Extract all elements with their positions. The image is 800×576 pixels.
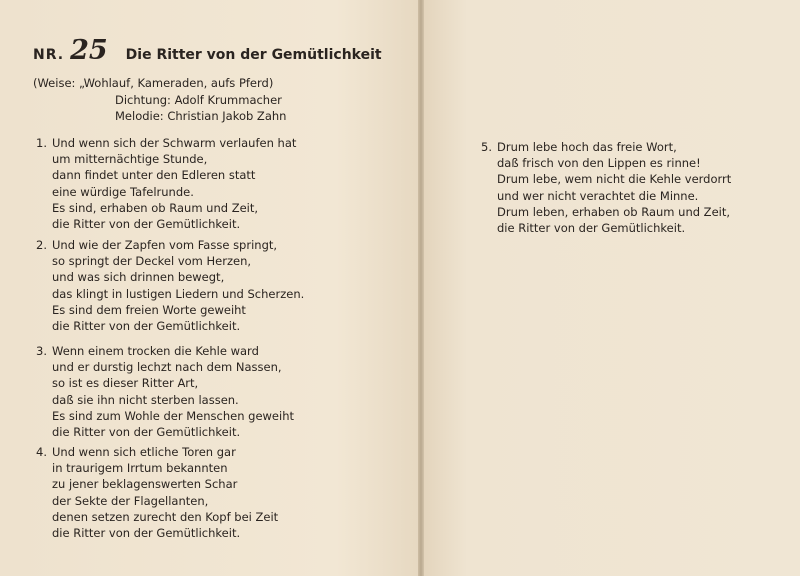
verse-line: dann findet unter den Edleren statt — [52, 168, 256, 183]
song-title: Die Ritter von der Gemütlichkeit — [125, 47, 382, 63]
verse-5 — [481, 139, 731, 236]
number-label: NR. — [33, 47, 65, 63]
verse-line: zu jener beklagenswerten Schar — [52, 477, 238, 492]
verse-line: Drum lebe hoch das freie Wort, — [497, 140, 677, 154]
melody-tune: (Weise: „Wohlauf, Kameraden, aufs Pferd) — [33, 76, 274, 90]
verse-line: Drum leben, erhaben ob Raum und Zeit, — [497, 204, 730, 219]
verse-number: 4. — [36, 445, 47, 459]
verse-line: um mitternächtige Stunde, — [52, 152, 208, 167]
verse-line: das klingt in lustigen Liedern und Scherzen. — [52, 286, 305, 301]
verse-line: die Ritter von der Gemütlichkeit. — [52, 425, 241, 440]
verse-line: in traurigem Irrtum bekannten — [52, 461, 228, 476]
verse-line: die Ritter von der Gemütlichkeit. — [52, 526, 241, 541]
verse-line: Und wie der Zapfen vom Fasse springt, — [52, 238, 278, 252]
verse-line: die Ritter von der Gemütlichkeit. — [52, 319, 241, 334]
verse-2 — [36, 237, 304, 334]
song-header — [33, 35, 382, 66]
lyrics-credit: Dichtung: Adolf Krummacher — [115, 92, 282, 107]
verse-4 — [36, 444, 278, 541]
verse-line: Wenn einem trocken die Kehle ward — [52, 344, 259, 358]
verse-number: 3. — [36, 344, 47, 358]
verse-line: Und wenn sich der Schwarm verlaufen hat — [52, 136, 297, 150]
song-credits — [33, 75, 286, 125]
verse-line: und was sich drinnen bewegt, — [52, 270, 225, 285]
verse-line: der Sekte der Flagellanten, — [52, 493, 209, 508]
verse-number: 1. — [36, 136, 47, 150]
verse-line: Es sind zum Wohle der Menschen geweiht — [52, 408, 294, 423]
verse-line: daß frisch von den Lippen es rinne! — [497, 156, 701, 171]
verse-line: daß sie ihn nicht sterben lassen. — [52, 392, 239, 407]
melody-credit: Melodie: Christian Jakob Zahn — [115, 109, 287, 123]
book-fold — [418, 0, 424, 576]
verse-line: und er durstig lechzt nach dem Nassen, — [52, 360, 282, 375]
verse-line: eine würdige Tafelrunde. — [52, 184, 194, 199]
verse-1 — [36, 135, 296, 232]
verse-line: Drum lebe, wem nicht die Kehle verdorrt — [497, 172, 732, 187]
verse-line: Und wenn sich etliche Toren gar — [52, 445, 236, 459]
verse-line: denen setzen zurecht den Kopf bei Zeit — [52, 509, 279, 524]
verse-3 — [36, 343, 294, 440]
verse-number: 5. — [481, 140, 492, 154]
right-page — [422, 0, 800, 576]
verse-line: Es sind dem freien Worte geweiht — [52, 302, 246, 317]
verse-line: Es sind, erhaben ob Raum und Zeit, — [52, 200, 259, 215]
verse-line: und wer nicht verachtet die Minne. — [497, 188, 699, 203]
verse-number: 2. — [36, 238, 47, 252]
verse-line: die Ritter von der Gemütlichkeit. — [52, 217, 241, 232]
song-number: 25 — [70, 35, 108, 66]
verse-line: so ist es dieser Ritter Art, — [52, 376, 199, 391]
verse-line: die Ritter von der Gemütlichkeit. — [497, 221, 686, 236]
verse-line: so springt der Deckel vom Herzen, — [52, 254, 252, 269]
